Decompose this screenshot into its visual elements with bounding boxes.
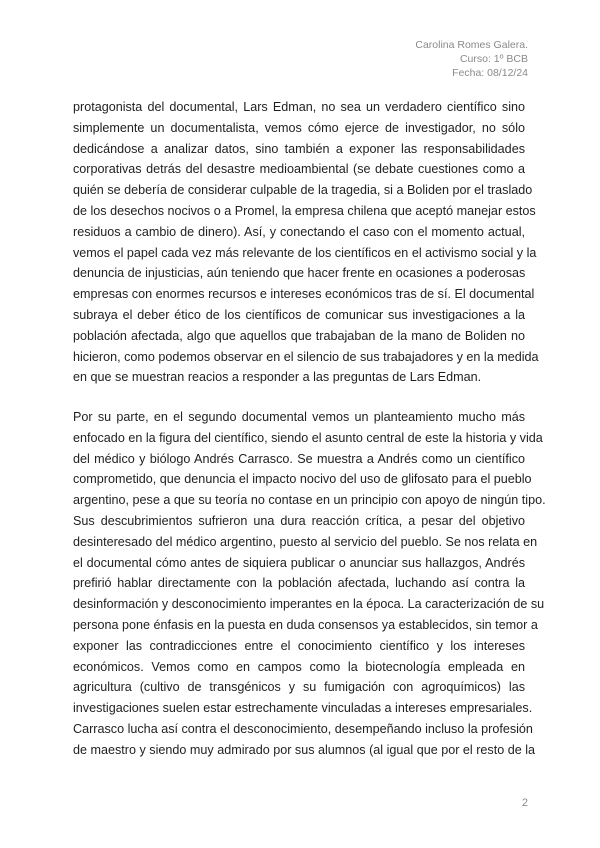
text-line: investigaciones suelen estar estrechamente vinculadas a intereses empresariales. bbox=[73, 701, 533, 716]
page-number: 2 bbox=[521, 797, 528, 809]
text-line: quién se debería de considerar culpable de la tragedia, si a Boliden por el traslado bbox=[73, 183, 533, 198]
text-line: enfocado en la figura del científico, siendo el asunto central de este la historia y vida bbox=[73, 430, 543, 445]
text-line: dedicándose a analizar datos, sino también a exponer las responsabilidades bbox=[73, 141, 525, 156]
header-date: Fecha: 08/12/24 bbox=[452, 67, 528, 79]
text-line: población afectada, algo que aquellos que trabajaban de la mano de Boliden no bbox=[73, 328, 525, 343]
header-author: Carolina Romes Galera. bbox=[415, 39, 528, 51]
text-line: hicieron, como podemos observar en el silencio de sus trabajadores y en la medida bbox=[73, 349, 539, 364]
text-line: residuos a cambio de dinero). Así, y conectando el caso con el momento actual, bbox=[73, 224, 525, 239]
page-header bbox=[415, 38, 528, 80]
text-line: exponer las contradicciones entre el conocimiento científico y los intereses bbox=[73, 638, 525, 653]
text-line: agricultura (cultivo de transgénicos y su fumigación con agroquímicos) las bbox=[73, 680, 525, 695]
text-line: comprometido, que denuncia el impacto nocivo del uso de glifosato para el pueblo bbox=[73, 472, 532, 487]
text-line: Sus descubrimientos sufrieron una dura reacción crítica, a pesar del objetivo bbox=[73, 513, 525, 528]
text-line: persona pone énfasis en la puesta en duda consensos ya establecidos, sin temor a bbox=[73, 617, 538, 632]
text-line: de los desechos nocivos o a Promel, la empresa chilena que aceptó manejar estos bbox=[73, 203, 536, 218]
text-line: desinteresado del médico argentino, puesto al servicio del pueblo. Se nos relata en bbox=[73, 534, 538, 549]
text-line: en que se muestran reacios a responder a las preguntas de Lars Edman. bbox=[73, 370, 482, 385]
text-line: económicos. Vemos como en campos como la biotecnología empleada en bbox=[73, 659, 525, 674]
text-line: corporativas detrás del desastre medioambiental (se debate cuestiones como a bbox=[73, 162, 525, 177]
text-line: simplemente un documentalista, vemos cómo ejerce de investigador, no sólo bbox=[73, 120, 525, 135]
text-line: de maestro y siendo muy admirado por sus alumnos (al igual que por el resto de la bbox=[73, 742, 536, 757]
text-line: denuncia de injusticias, aún teniendo que hacer frente en ocasiones a poderosas bbox=[73, 266, 526, 281]
text-line: empresas con enormes recursos e intereses económicos tras de sí. El documental bbox=[73, 287, 535, 302]
text-line: desinformación y desconocimiento imperantes en la época. La caracterización de su bbox=[73, 597, 545, 612]
text-line: del médico y biólogo Andrés Carrasco. Se muestra a Andrés como un científico bbox=[73, 451, 525, 466]
text-line: Carrasco lucha así contra el desconocimiento, desempeñando incluso la profesión bbox=[73, 721, 533, 736]
text-line: Por su parte, en el segundo documental vemos un planteamiento mucho más bbox=[73, 410, 525, 424]
text-line: prefirió hablar directamente con la población afectada, luchando así contra la bbox=[73, 576, 525, 591]
paragraph-1 bbox=[73, 97, 539, 388]
text-line: vemos el papel cada vez más relevante de los científicos en el activismo social y la bbox=[73, 245, 537, 260]
text-line: subraya el deber ético de los científicos de comunicar sus investigaciones a la bbox=[73, 307, 525, 322]
header-course: Curso: 1º BCB bbox=[459, 53, 528, 65]
text-line: el documental cómo antes de siquiera publicar o anunciar sus hallazgos, Andrés bbox=[73, 555, 525, 570]
text-line: argentino, pese a que su teoría no contase en un principio con apoyo de ningún tipo. bbox=[73, 493, 546, 508]
text-line: protagonista del documental, Lars Edman, no sea un verdadero científico sino bbox=[73, 100, 525, 114]
paragraph-2 bbox=[73, 407, 546, 761]
